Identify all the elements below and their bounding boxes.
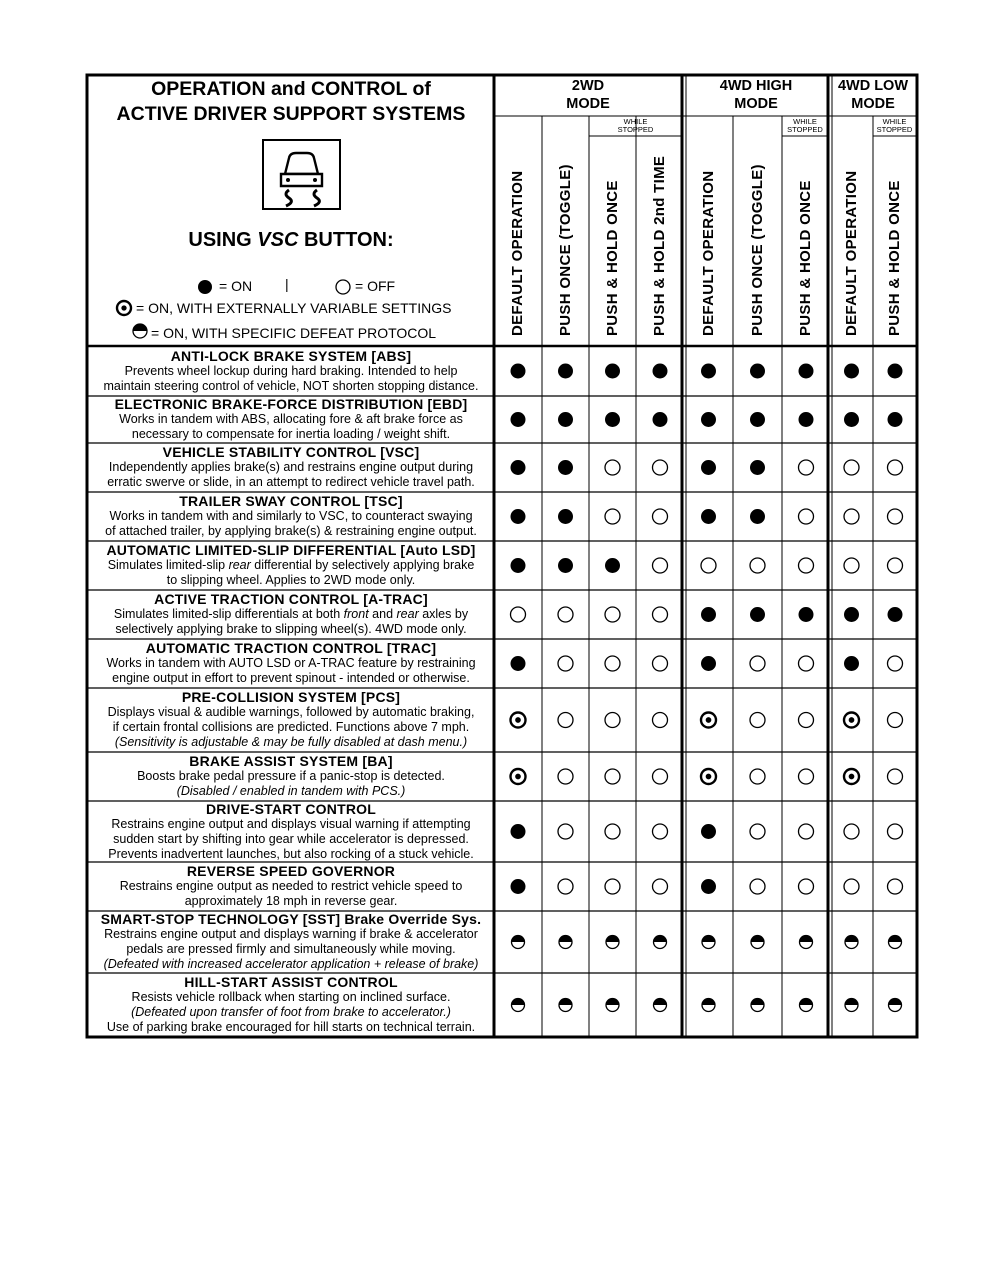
status-1-2-on — [558, 364, 573, 379]
legend-symbol-variable-dot — [121, 305, 126, 310]
status-10-3-off — [605, 824, 620, 839]
vsc-word: VSC — [257, 229, 299, 251]
system-title: VEHICLE STABILITY CONTROL [VSC] — [162, 444, 420, 460]
status-3-5-on — [701, 460, 716, 475]
legend-separator: | — [285, 276, 289, 292]
column-label-7: PUSH & HOLD ONCE — [797, 180, 814, 336]
system-description-line: Restrains engine output and displays visual warning if attempting — [111, 816, 471, 831]
status-12-9-defeat — [889, 936, 902, 943]
status-4-2-on — [558, 509, 573, 524]
column-label-9: PUSH & HOLD ONCE — [886, 180, 903, 336]
system-description-line: Independently applies brake(s) and restrains engine output during — [108, 460, 474, 474]
mode-2wd: 2WD MODE — [566, 78, 610, 112]
status-5-9-off — [888, 558, 903, 573]
legend-on: = ON — [219, 278, 253, 294]
page-title — [88, 77, 494, 127]
status-12-3-defeat — [606, 936, 619, 943]
system-description-line: Works in tandem with ABS, allocating fore & aft brake force as — [119, 412, 463, 426]
system-description-line: Prevents wheel lockup during hard braking. Intended to help — [124, 363, 458, 378]
legend-variable: = ON, WITH EXTERNALLY VARIABLE SETTINGS — [136, 300, 452, 316]
status-3-3-off — [605, 460, 620, 475]
status-5-7-off — [799, 558, 814, 573]
vsc-car-light — [313, 178, 317, 182]
system-description-line: Simulates limited-slip rear differential by selectively applying brake — [107, 558, 475, 572]
system-row-9 — [88, 753, 494, 800]
status-7-1-on — [511, 656, 526, 671]
status-4-4-off — [653, 509, 668, 524]
system-description-line: Works in tandem with and similarly to VSC, to counteract swaying — [109, 509, 473, 523]
status-4-3-off — [605, 509, 620, 524]
status-7-5-on — [701, 656, 716, 671]
status-10-1-on — [511, 824, 526, 839]
status-2-6-on — [750, 412, 765, 427]
status-4-5-on — [701, 509, 716, 524]
status-13-1-defeat — [512, 999, 525, 1006]
status-10-9-off — [888, 824, 903, 839]
status-8-9-off — [888, 713, 903, 728]
system-title: ACTIVE TRACTION CONTROL [A-TRAC] — [154, 591, 428, 607]
mode-4wd-high: 4WD HIGH MODE — [719, 78, 793, 112]
status-8-6-off — [750, 713, 765, 728]
while-stopped-4wd-high: WHILE STOPPED — [787, 117, 823, 134]
system-description-line: (Disabled / enabled in tandem with PCS.) — [176, 784, 406, 798]
legend-symbol-on — [198, 280, 212, 294]
status-11-6-off — [750, 879, 765, 894]
status-5-8-off — [844, 558, 859, 573]
system-description-line: selectively applying brake to slipping wheel(s). 4WD mode only. — [115, 622, 467, 636]
legend-symbol-defeat — [133, 324, 147, 331]
column-label-6: PUSH ONCE (TOGGLE) — [748, 164, 766, 336]
status-5-4-off — [653, 558, 668, 573]
status-5-5-off — [701, 558, 716, 573]
status-13-8-defeat — [845, 999, 858, 1006]
system-row-10 — [88, 802, 494, 861]
status-1-3-on — [605, 364, 620, 379]
status-9-8-variable-dot — [849, 774, 855, 780]
status-13-9-defeat — [889, 999, 902, 1006]
status-3-1-on — [511, 460, 526, 475]
system-description-line: Prevents inadvertent launches, but also rocking of a stuck vehicle. — [108, 846, 474, 861]
status-12-1-defeat — [512, 936, 525, 943]
system-title: SMART-STOP TECHNOLOGY [SST] Brake Override Sys. — [100, 912, 482, 927]
status-10-8-off — [844, 824, 859, 839]
status-13-4-defeat — [654, 999, 667, 1006]
status-11-9-off — [888, 879, 903, 894]
status-11-8-off — [844, 879, 859, 894]
system-description-line: of attached trailer, by applying brake(s) & restraining engine output. — [105, 524, 477, 538]
status-1-9-on — [888, 364, 903, 379]
status-7-8-on — [844, 656, 859, 671]
system-row-3 — [88, 444, 494, 491]
system-description-line: Works in tandem with AUTO LSD or A-TRAC feature by restraining — [106, 656, 476, 670]
status-1-6-on — [750, 364, 765, 379]
status-9-4-off — [653, 769, 668, 784]
system-description-line: Use of parking brake encouraged for hill starts on technical terrain. — [106, 1020, 476, 1034]
status-9-5-variable-dot — [706, 774, 712, 780]
status-9-1-variable-dot — [515, 774, 521, 780]
status-12-5-defeat — [702, 936, 715, 943]
using-vsc-heading — [88, 229, 494, 252]
status-7-6-off — [750, 656, 765, 671]
using-prefix: USING — [188, 229, 258, 251]
title-line-2: ACTIVE DRIVER SUPPORT SYSTEMS — [116, 103, 466, 125]
status-2-1-on — [511, 412, 526, 427]
status-1-7-on — [799, 364, 814, 379]
system-description-line: if certain frontal collisions are predicted. Functions above 7 mph. — [112, 720, 470, 734]
system-description-line: Resists vehicle rollback when starting on inclined surface. — [131, 990, 451, 1004]
status-6-1-off — [511, 607, 526, 622]
status-11-4-off — [653, 879, 668, 894]
status-6-6-on — [750, 607, 765, 622]
status-7-9-off — [888, 656, 903, 671]
status-13-5-defeat — [702, 999, 715, 1006]
vsc-car-light — [286, 178, 290, 182]
status-4-6-on — [750, 509, 765, 524]
status-10-4-off — [653, 824, 668, 839]
status-5-1-on — [511, 558, 526, 573]
system-row-1 — [88, 347, 494, 395]
status-8-8-variable-dot — [849, 717, 855, 723]
column-label-5: DEFAULT OPERATION — [699, 170, 717, 336]
status-2-4-on — [653, 412, 668, 427]
status-8-4-off — [653, 713, 668, 728]
status-12-7-defeat — [800, 936, 813, 943]
status-8-3-off — [605, 713, 620, 728]
system-row-5 — [88, 542, 494, 589]
status-11-3-off — [605, 879, 620, 894]
system-row-4 — [88, 493, 494, 540]
status-12-4-defeat — [654, 936, 667, 943]
title-line-1: OPERATION and CONTROL of — [151, 78, 431, 100]
legend-defeat: = ON, WITH SPECIFIC DEFEAT PROTOCOL — [151, 325, 437, 341]
system-description-line: pedals are pressed firmly and simultaneously while moving. — [126, 942, 456, 956]
status-13-6-defeat — [751, 999, 764, 1006]
system-row-12 — [88, 912, 494, 972]
column-label-4: PUSH & HOLD 2nd TIME — [651, 155, 668, 336]
column-label-8: DEFAULT OPERATION — [842, 170, 860, 336]
status-6-5-on — [701, 607, 716, 622]
system-title: REVERSE SPEED GOVERNOR — [186, 863, 396, 879]
status-3-7-off — [799, 460, 814, 475]
status-6-4-off — [653, 607, 668, 622]
system-title: ANTI-LOCK BRAKE SYSTEM [ABS] — [170, 347, 412, 364]
system-description-line: Restrains engine output as needed to restrict vehicle speed to — [119, 879, 463, 893]
status-3-4-off — [653, 460, 668, 475]
status-1-8-on — [844, 364, 859, 379]
status-13-3-defeat — [606, 999, 619, 1006]
system-description-line: Boosts brake pedal pressure if a panic-stop is detected. — [137, 769, 445, 783]
system-row-11 — [88, 863, 494, 910]
status-12-6-defeat — [751, 936, 764, 943]
status-11-1-on — [511, 879, 526, 894]
system-description-line: erratic swerve or slide, in an attempt to redirect vehicle travel path. — [107, 475, 475, 489]
mode-4wd-low: 4WD LOW MODE — [837, 78, 909, 112]
system-title: PRE-COLLISION SYSTEM [PCS] — [181, 689, 401, 705]
status-7-4-off — [653, 656, 668, 671]
status-11-7-off — [799, 879, 814, 894]
system-description-line: Restrains engine output and displays warning if brake & accelerator — [104, 927, 478, 941]
system-title: ELECTRONIC BRAKE-FORCE DISTRIBUTION [EBD] — [114, 397, 468, 412]
system-title: HILL-START ASSIST CONTROL — [184, 974, 398, 990]
system-row-13 — [88, 974, 494, 1036]
status-11-5-on — [701, 879, 716, 894]
status-5-3-on — [605, 558, 620, 573]
status-9-7-off — [799, 769, 814, 784]
system-row-7 — [88, 640, 494, 687]
status-9-3-off — [605, 769, 620, 784]
status-2-8-on — [844, 412, 859, 427]
status-3-6-on — [750, 460, 765, 475]
status-4-1-on — [511, 509, 526, 524]
status-3-9-off — [888, 460, 903, 475]
status-9-9-off — [888, 769, 903, 784]
column-label-2: PUSH ONCE (TOGGLE) — [556, 164, 574, 336]
status-8-2-off — [558, 713, 573, 728]
system-title: DRIVE-START CONTROL — [206, 802, 376, 817]
status-13-2-defeat — [559, 999, 572, 1006]
system-row-2 — [88, 397, 494, 442]
status-3-8-off — [844, 460, 859, 475]
status-1-1-on — [511, 364, 526, 379]
using-suffix: BUTTON: — [298, 229, 394, 251]
status-8-5-variable-dot — [706, 717, 712, 723]
status-4-8-off — [844, 509, 859, 524]
system-description-line: Displays visual & audible warnings, followed by automatic braking, — [107, 705, 475, 719]
system-title: TRAILER SWAY CONTROL [TSC] — [179, 493, 403, 509]
system-description-line: (Sensitivity is adjustable & may be fully disabled at dash menu.) — [114, 735, 468, 749]
status-10-2-off — [558, 824, 573, 839]
system-description-line: engine output in effort to prevent spinout - intended or otherwise. — [112, 671, 470, 685]
status-12-8-defeat — [845, 936, 858, 943]
status-4-7-off — [799, 509, 814, 524]
system-row-6 — [88, 591, 494, 638]
status-2-7-on — [799, 412, 814, 427]
system-description-line: sudden start by shifting into gear while accelerator is depressed. — [113, 831, 469, 846]
status-6-2-off — [558, 607, 573, 622]
status-3-2-on — [558, 460, 573, 475]
system-row-8 — [88, 689, 494, 751]
status-6-9-on — [888, 607, 903, 622]
status-2-9-on — [888, 412, 903, 427]
status-7-2-off — [558, 656, 573, 671]
status-8-7-off — [799, 713, 814, 728]
while-stopped-2wd: WHILE STOPPED — [617, 117, 654, 134]
legend-off: = OFF — [355, 278, 396, 294]
status-4-9-off — [888, 509, 903, 524]
status-9-2-off — [558, 769, 573, 784]
column-label-3: PUSH & HOLD ONCE — [603, 180, 621, 336]
status-10-5-on — [701, 824, 716, 839]
status-1-5-on — [701, 364, 716, 379]
status-13-7-defeat — [800, 999, 813, 1006]
status-11-2-off — [558, 879, 573, 894]
system-description-line: approximately 18 mph in reverse gear. — [184, 894, 398, 908]
status-2-5-on — [701, 412, 716, 427]
status-6-7-on — [799, 607, 814, 622]
status-7-3-off — [605, 656, 620, 671]
system-title: AUTOMATIC LIMITED-SLIP DIFFERENTIAL [Auto LSD] — [106, 542, 476, 558]
system-description-line: to slipping wheel. Applies to 2WD mode only. — [166, 573, 416, 587]
system-description-line: (Defeated with increased accelerator application + release of brake) — [103, 957, 479, 971]
legend-symbol-off — [336, 280, 350, 294]
status-7-7-off — [799, 656, 814, 671]
status-5-2-on — [558, 558, 573, 573]
status-12-2-defeat — [559, 936, 572, 943]
status-6-3-off — [605, 607, 620, 622]
system-description-line: Simulates limited-slip differentials at both front and rear axles by — [113, 607, 469, 621]
system-title: AUTOMATIC TRACTION CONTROL [TRAC] — [145, 640, 437, 656]
system-description-line: necessary to compensate for inertia loading / weight shift. — [131, 427, 451, 441]
system-title: BRAKE ASSIST SYSTEM [BA] — [189, 753, 393, 769]
status-1-4-on — [653, 364, 668, 379]
status-2-2-on — [558, 412, 573, 427]
status-5-6-off — [750, 558, 765, 573]
status-10-6-off — [750, 824, 765, 839]
status-2-3-on — [605, 412, 620, 427]
system-description-line: (Defeated upon transfer of foot from brake to accelerator.) — [131, 1005, 451, 1019]
while-stopped-4wd-low: WHILE STOPPED — [876, 117, 913, 134]
status-10-7-off — [799, 824, 814, 839]
status-6-8-on — [844, 607, 859, 622]
system-description-line: maintain steering control of vehicle, NOT shorten stopping distance. — [103, 378, 479, 393]
column-label-1: DEFAULT OPERATION — [509, 170, 526, 336]
status-8-1-variable-dot — [515, 717, 521, 723]
status-9-6-off — [750, 769, 765, 784]
